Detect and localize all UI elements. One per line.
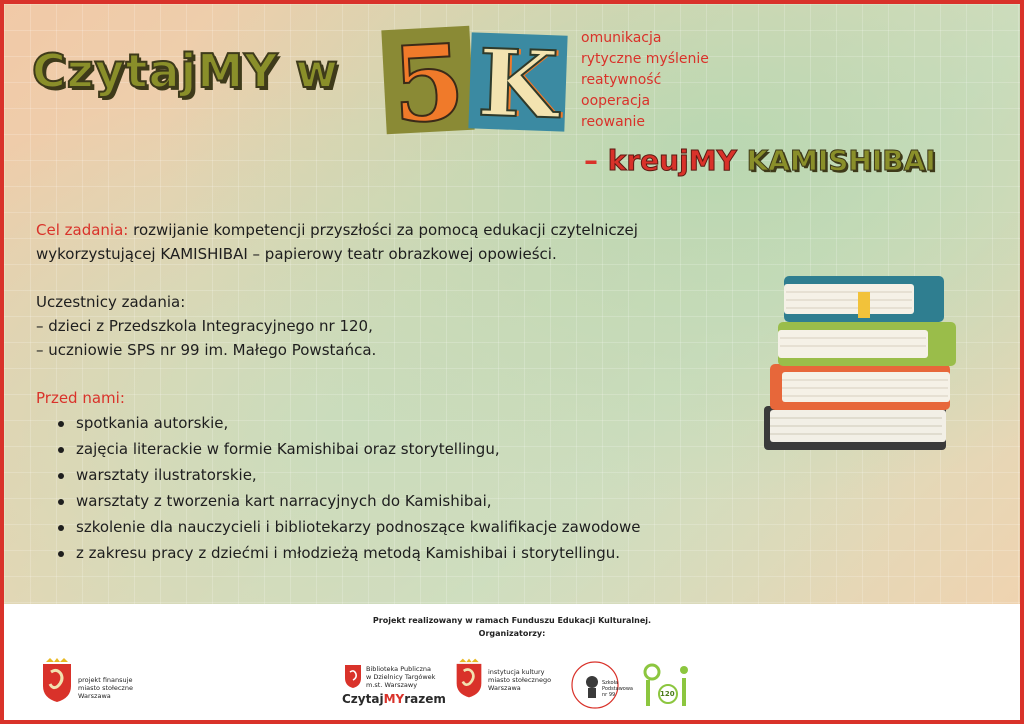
logo-funder-line: projekt finansuje [78,676,133,684]
books-stack-illustration [756,272,956,462]
k-word: reowanie [581,114,646,130]
logo-school-line: nr 99 [602,692,616,698]
warszawa-crest-icon [40,658,74,702]
culture-crest-icon [454,658,484,698]
five-badge [381,20,474,147]
participant-item: – dzieci z Przedszkola Integracyjnego nr 120, [36,317,373,335]
ahead-section [36,386,736,566]
subtitle-kreujmy: kreujMY [607,144,737,177]
k-letter: K [476,28,560,140]
k-word: ooperacja [581,93,651,109]
logo-culture-line: instytucja kultury [488,668,545,676]
ahead-list [58,410,736,566]
k-word: reatywność [581,72,662,88]
goal-section [36,218,736,266]
logo-culture-line: miasto stołecznego [488,676,552,684]
logo-library-line: w Dzielnicy Targówek [366,673,436,681]
subtitle-kamishibai: KAMISHIBAI [746,144,936,177]
poster-title: CzytajMY w [32,44,339,98]
logo-preschool-text: 120 [660,690,675,698]
k-word: rytyczne myślenie [581,51,709,67]
organizers-label: Organizatorzy: [478,629,546,638]
poster-background [4,4,1020,604]
logo-culture-text [488,668,551,692]
goal-text-line1: rozwijanie kompetencji przyszłości za pomocą edukacji czytelniczej [133,221,638,239]
goal-label: Cel zadania: [36,221,129,239]
participants-section [36,290,736,362]
logo-culture-line: Warszawa [488,684,521,692]
logo-funder-line: miasto stołeczne [78,684,133,692]
ahead-item: warsztaty z tworzenia kart narracyjnych do Kamishibai, [58,488,736,514]
czytaj-logo-part: MY [383,692,405,706]
logo-library-text [366,665,435,689]
five-digit: 5 [389,20,468,147]
participants-label: Uczestnicy zadania: [36,293,186,311]
ahead-item-continuation [58,540,736,566]
funding-note: Projekt realizowany w ramach Funduszu Edukacji Kulturalnej. [372,616,652,625]
poster-subtitle [584,144,936,177]
logo-library-line: m.st. Warszawy [366,681,418,689]
logo-school-line: Szkoła [602,680,619,686]
k-word: omunikacja [581,30,662,46]
czytaj-logo-part: Czytaj [342,692,384,706]
logo-funder-line: Warszawa [78,692,111,700]
library-crest-icon [344,664,362,688]
ahead-item: spotkania autorskie, [58,410,736,436]
logo-school-line: Podstawowa [602,686,634,692]
goal-text-line2: wykorzystującej KAMISHIBAI – papierowy teatr obrazkowej opowieści. [36,245,557,263]
logo-funder-text [78,676,133,700]
ahead-item-continuation-text: z zakresu pracy z dziećmi i młodzieżą metodą Kamishibai i storytellingu. [76,544,620,562]
k-badge [468,28,567,140]
czytaj-logo-part: razem [404,692,446,706]
k-words-list [581,28,709,133]
logo-school-text [602,680,633,698]
footer [4,604,1020,720]
ahead-item: zajęcia literackie w formie Kamishibai oraz storytellingu, [58,436,736,462]
ahead-item: szkolenie dla nauczycieli i bibliotekarzy podnoszące kwalifikacje zawodowe [58,514,736,540]
logo-library-line: Biblioteka Publiczna [366,665,431,673]
preschool-120-logo-icon [642,662,692,712]
czytajmyrazem-logo [342,692,446,706]
ahead-item: warsztaty ilustratorskie, [58,462,736,488]
subtitle-dash: – [584,144,598,177]
body-text [36,218,736,566]
ahead-label: Przed nami: [36,389,125,407]
participant-item: – uczniowie SPS nr 99 im. Małego Powstańca. [36,341,377,359]
